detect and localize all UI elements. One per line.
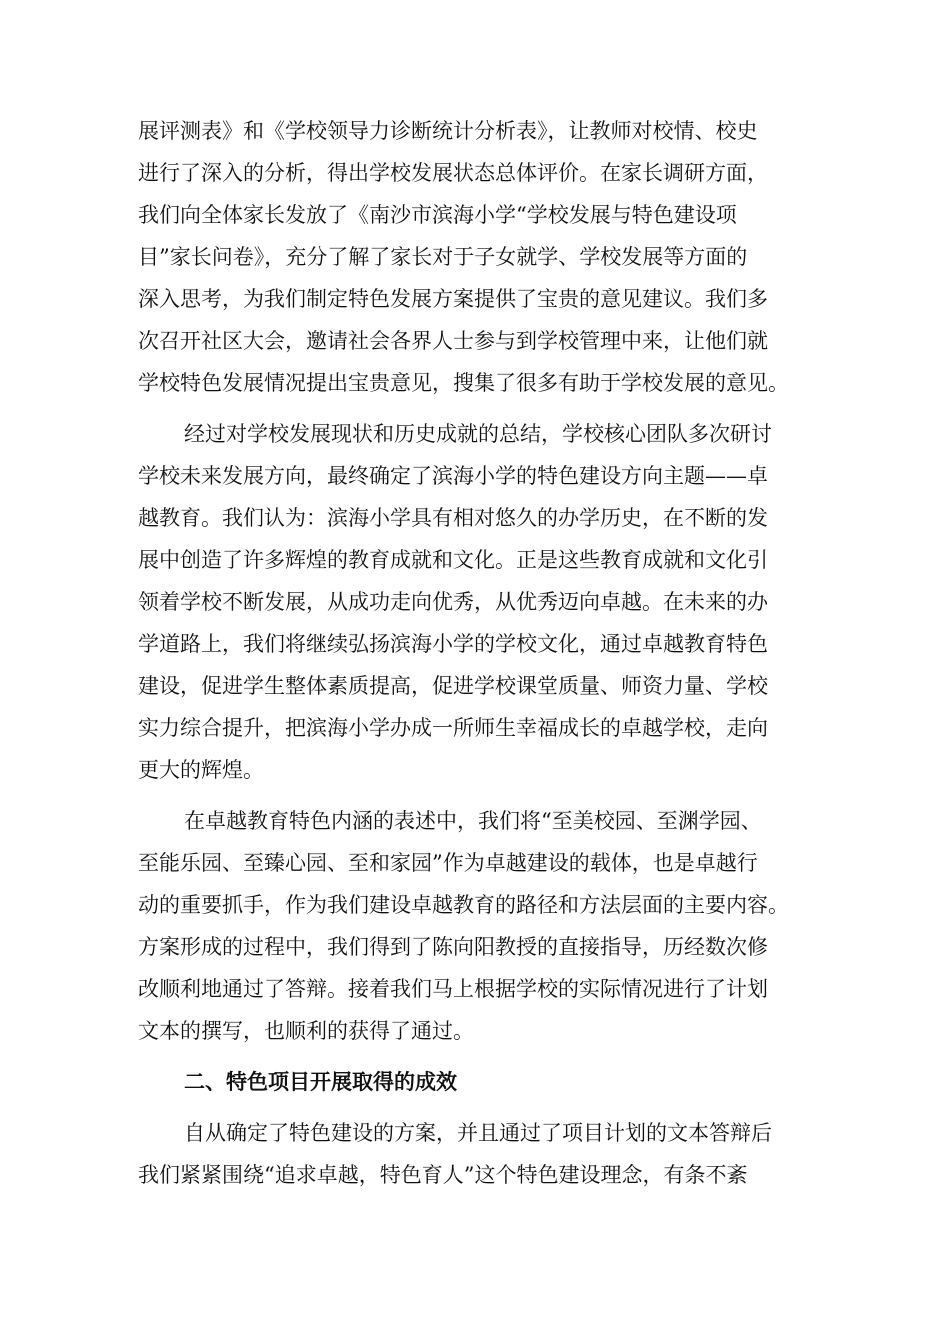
document-body bbox=[138, 110, 838, 1196]
paragraph-line: 建设，促进学生整体素质提高，促进学校课堂质量、师资力量、学校 bbox=[138, 674, 768, 698]
paragraph-line: 实力综合提升，把滨海小学办成一所师生幸福成长的卓越学校，走向 bbox=[138, 716, 768, 740]
paragraph-line: 至能乐园、至臻心园、至和家园”作为卓越建设的载体，也是卓越行 bbox=[138, 851, 758, 875]
paragraph-line: 深入思考，为我们制定特色发展方案提供了宝贵的意见建议。我们多 bbox=[138, 287, 768, 311]
paragraph-line: 进行了深入的分析，得出学校发展状态总体评价。在家长调研方面， bbox=[138, 161, 768, 185]
paragraph-line: 经过对学校发展现状和历史成就的总结，学校核心团队多次研讨 bbox=[184, 422, 772, 446]
paragraph-line: 动的重要抓手，作为我们建设卓越教育的路径和方法层面的主要内容。 bbox=[138, 893, 789, 917]
section-heading: 二、特色项目开展取得的成效 bbox=[184, 1070, 457, 1094]
paragraph-4 bbox=[138, 1112, 838, 1196]
paragraph-line: 领着学校不断发展，从成功走向优秀，从优秀迈向卓越。在未来的办 bbox=[138, 590, 768, 614]
paragraph-line: 展中创造了许多辉煌的教育成就和文化。正是这些教育成就和文化引 bbox=[138, 548, 768, 572]
paragraph-line: 学道路上，我们将继续弘扬滨海小学的学校文化，通过卓越教育特色 bbox=[138, 632, 768, 656]
paragraph-line: 方案形成的过程中，我们得到了陈向阳教授的直接指导，历经数次修 bbox=[138, 935, 768, 959]
paragraph-2 bbox=[138, 413, 838, 791]
paragraph-line: 更大的辉煌。 bbox=[138, 758, 264, 782]
paragraph-1 bbox=[138, 110, 838, 404]
paragraph-line: 改顺利地通过了答辩。接着我们马上根据学校的实际情况进行了计划 bbox=[138, 977, 768, 1001]
paragraph-line: 我们紧紧围绕“追求卓越，特色育人”这个特色建设理念，有条不紊 bbox=[138, 1163, 748, 1187]
paragraph-line: 展评测表》和《学校领导力诊断统计分析表》，让教师对校情、校史 bbox=[138, 119, 758, 143]
paragraph-line: 越教育。我们认为：滨海小学具有相对悠久的办学历史，在不断的发 bbox=[138, 506, 768, 530]
paragraph-line: 在卓越教育特色内涵的表述中，我们将“至美校园、至渊学园、 bbox=[184, 809, 762, 833]
paragraph-line: 自从确定了特色建设的方案，并且通过了项目计划的文本答辩后 bbox=[184, 1121, 772, 1145]
paragraph-line: 文本的撰写，也顺利的获得了通过。 bbox=[138, 1019, 474, 1043]
paragraph-line: 我们向全体家长发放了《南沙市滨海小学“学校发展与特色建设项 bbox=[138, 203, 737, 227]
paragraph-line: 学校未来发展方向，最终确定了滨海小学的特色建设方向主题——卓 bbox=[138, 464, 768, 488]
paragraph-line: 目”家长问卷》，充分了解了家长对于子女就学、学校发展等方面的 bbox=[138, 245, 748, 269]
paragraph-3 bbox=[138, 800, 838, 1052]
paragraph-line: 学校特色发展情况提出宝贵意见，搜集了很多有助于学校发展的意见。 bbox=[138, 371, 789, 395]
paragraph-line: 次召开社区大会，邀请社会各界人士参与到学校管理中来，让他们就 bbox=[138, 329, 768, 353]
